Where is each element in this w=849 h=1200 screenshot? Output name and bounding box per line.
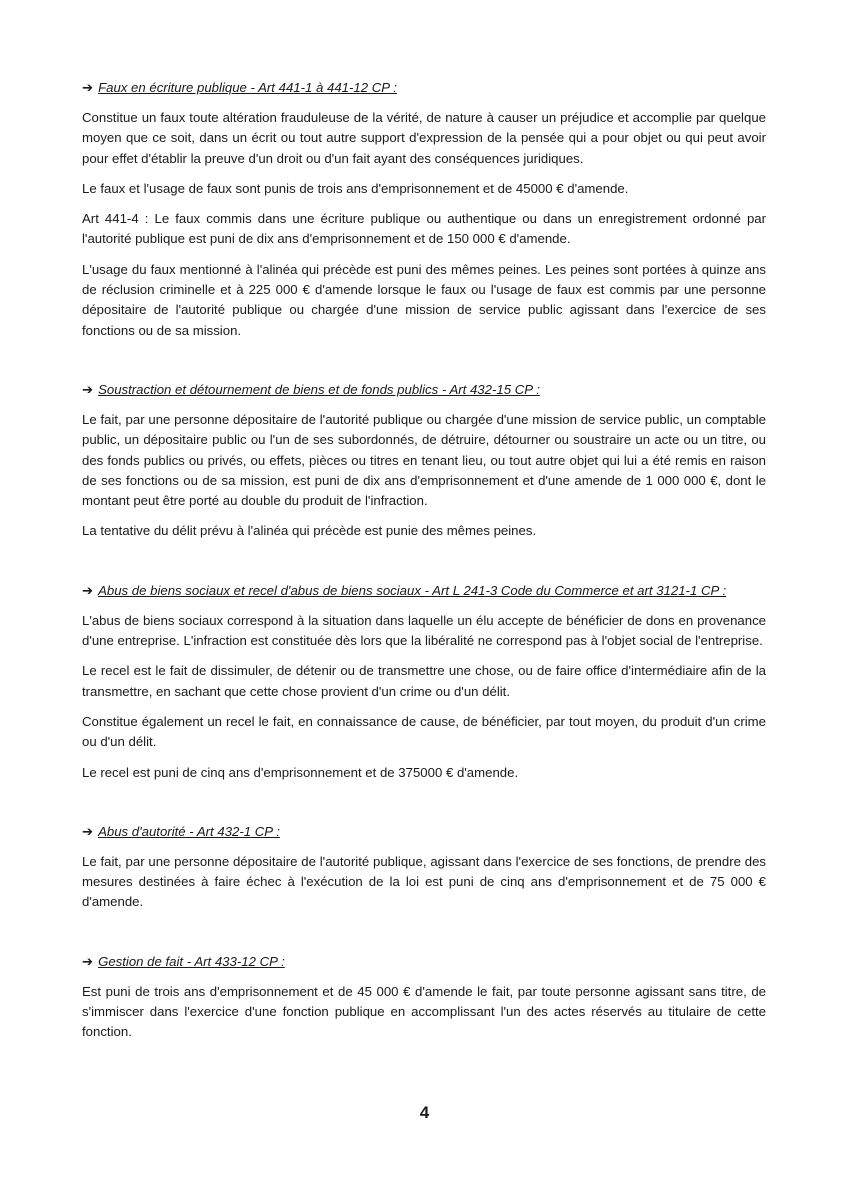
paragraph: Le fait, par une personne dépositaire de l'autorité publique ou chargée d'une mission de service public, un comptable public, un dépositaire public ou l'un de ses subordonnés, de détruire, détourner ou soustraire un acte ou un titre, ou des fonds publics ou privés, ou effets, pièces ou titres en tenant lieu, ou tout autre objet qui lui a été remis en raison de ses fonctions ou de sa mission, est puni de dix ans d'emprisonnement et d'une amende de 1 000 000 €, dont le montant peut être porté au double du produit de l'infraction. (82, 411, 766, 509)
section-title: Faux en écriture publique - Art 441-1 à 441-12 CP : (98, 80, 397, 95)
paragraph: Le recel est le fait de dissimuler, de détenir ou de transmettre une chose, ou de faire office d'intermédiaire afin de la transmettre, en sachant que cette chose provient d'un crime ou d'un délit. (82, 663, 766, 699)
section-gestion-de-fait (82, 952, 766, 1043)
section-title: Abus d'autorité - Art 432-1 CP : (98, 823, 280, 839)
section-heading (82, 78, 766, 97)
section-heading (82, 952, 766, 971)
section-title: Soustraction et détournement de biens et de fonds publics - Art 432-15 CP : (98, 381, 540, 397)
arrow-right-icon: ➔ (82, 80, 94, 95)
paragraph: Le recel est puni de cinq ans d'emprisonnement et de 375000 € d'amende. (82, 764, 519, 780)
paragraph: Constitue également un recel le fait, en connaissance de cause, de bénéficier, par tout moyen, du produit d'un crime ou d'un délit. (82, 713, 766, 750)
arrow-right-icon: ➔ (82, 823, 94, 839)
paragraph: Art 441-4 : Le faux commis dans une écriture publique ou authentique ou dans un enregistrement ordonné par l'autorité publique est puni de dix ans d'emprisonnement et de 150 000 € d'amende. (82, 211, 766, 247)
page-number: 4 (419, 1103, 430, 1122)
section-abus-biens-sociaux (82, 581, 766, 783)
section-soustraction-detournement (82, 380, 766, 542)
paragraph: L'abus de biens sociaux correspond à la situation dans laquelle un élu accepte de bénéficier de dons en provenance d'une entreprise. L'infraction est constituée dès lors que la libéralité ne correspond pas à l'objet social de l'entreprise. (82, 612, 766, 649)
section-title: Abus de biens sociaux et recel d'abus de biens sociaux - Art L 241-3 Code du Commerce et art 3121-1 CP : (98, 582, 727, 598)
document-body (82, 78, 766, 1053)
section-title: Gestion de fait - Art 433-12 CP : (98, 953, 285, 969)
arrow-right-icon: ➔ (82, 582, 94, 598)
section-abus-autorite (82, 822, 766, 913)
paragraph: Est puni de trois ans d'emprisonnement et de 45 000 € d'amende le fait, par toute personne agissant sans titre, de s'immiscer dans l'exercice d'une fonction publique en accomplissant l'un des actes réservés au titulaire de cette fonction. (82, 983, 766, 1040)
arrow-right-icon: ➔ (82, 953, 94, 969)
paragraph: La tentative du délit prévu à l'alinéa qui précède est punie des mêmes peines. (82, 523, 537, 539)
paragraph: Le faux et l'usage de faux sont punis de trois ans d'emprisonnement et de 45000 € d'amende. (82, 180, 629, 196)
paragraph: Constitue un faux toute altération frauduleuse de la vérité, de nature à causer un préjudice et accomplie par quelque moyen que ce soit, dans un écrit ou tout autre support d'expression de la pensée qui a pour objet ou qui peut avoir pour effet d'établir la preuve d'un droit ou d'un fait ayant des conséquences juridiques. (82, 110, 766, 166)
arrow-right-icon: ➔ (82, 381, 94, 397)
paragraph: L'usage du faux mentionné à l'alinéa qui précède est puni des mêmes peines. Les peines sont portées à quinze ans de réclusion criminelle et à 225 000 € d'amende lorsque le faux ou l'usage de faux est commis par une personne dépositaire de l'autorité publique ou chargée d'une mission de service public agissant dans l'exercice de ses fonctions ou de sa mission. (82, 261, 766, 338)
section-faux-ecriture (82, 78, 766, 341)
section-heading (82, 380, 766, 399)
paragraph: Le fait, par une personne dépositaire de l'autorité publique, agissant dans l'exercice de ses fonctions, de prendre des mesures destinées à faire échec à l'exécution de la loi est puni de cinq ans d'emprisonnement et de 75 000 € d'amende. (82, 853, 766, 910)
section-heading (82, 822, 766, 841)
section-heading (82, 581, 766, 600)
